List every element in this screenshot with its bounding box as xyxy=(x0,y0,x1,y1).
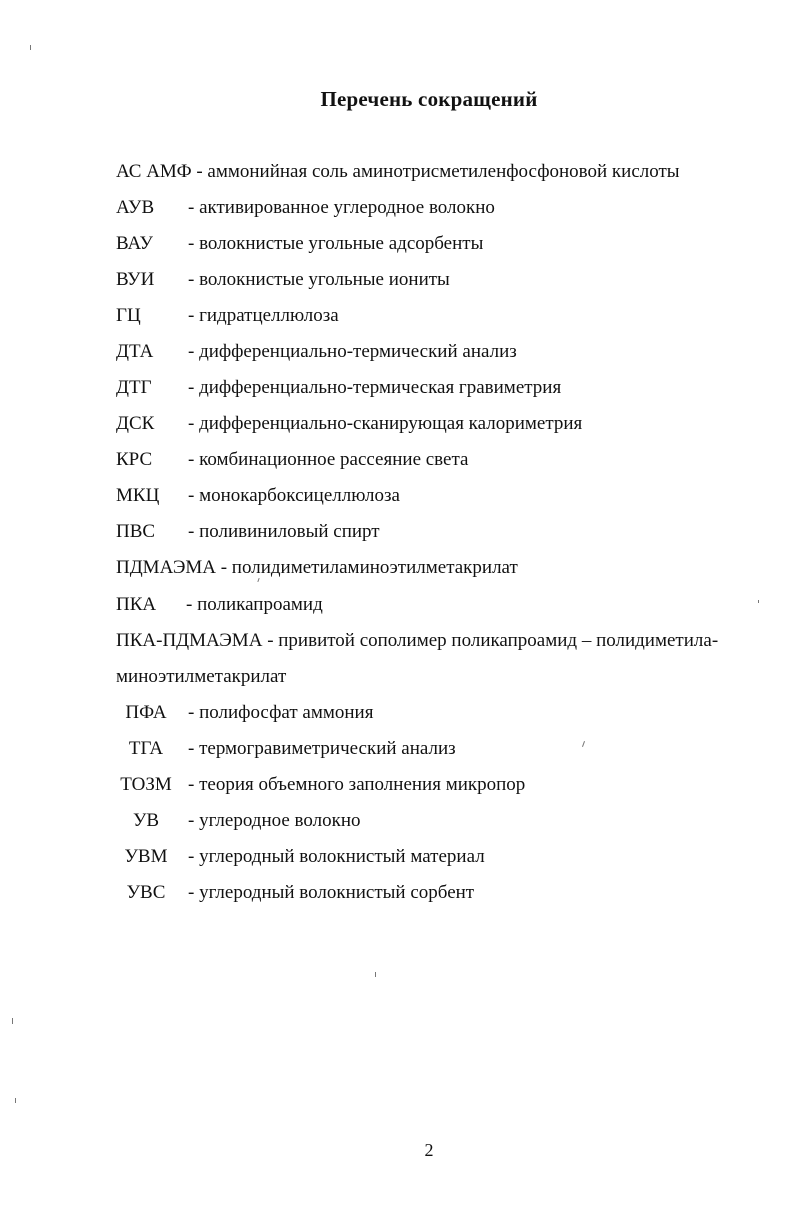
scan-speck xyxy=(758,600,759,603)
abbreviation-definition: - теория объемного заполнения микропор xyxy=(188,774,526,795)
page-title: Перечень сокращений xyxy=(320,87,538,111)
abbreviation-term: АУВ xyxy=(116,197,155,218)
abbreviation-definition: - аммонийная соль аминотрисметиленфосфоновой кислоты xyxy=(196,161,680,182)
abbreviation-definition: - комбинационное рассеяние света xyxy=(188,449,469,470)
scan-speck xyxy=(30,45,31,50)
abbreviation-definition: - волокнистые угольные адсорбенты xyxy=(188,233,484,254)
abbreviation-term: ПКА xyxy=(116,594,157,615)
page-number: 2 xyxy=(424,1140,434,1160)
abbreviation-term: ПВС xyxy=(116,521,156,542)
abbreviation-row xyxy=(116,160,680,184)
abbreviation-term: МКЦ xyxy=(116,485,160,506)
abbreviation-definition: - поликапроамид xyxy=(186,594,323,615)
abbreviation-definition: - углеродный волокнистый материал xyxy=(188,846,485,867)
abbreviation-definition: - гидратцеллюлоза xyxy=(188,305,339,326)
abbreviation-row xyxy=(116,629,718,653)
abbreviation-term: УВ xyxy=(132,810,160,831)
abbreviation-definition: - дифференциально-термическая гравиметрия xyxy=(188,377,562,398)
abbreviation-term: КРС xyxy=(116,449,153,470)
abbreviation-definition: - монокарбоксицеллюлоза xyxy=(188,485,400,506)
abbreviation-definition: - полидиметиламиноэтилметакрилат xyxy=(220,557,518,578)
abbreviation-term: УВМ xyxy=(124,846,168,867)
scan-speck xyxy=(582,741,585,747)
abbreviation-definition: - волокнистые угольные иониты xyxy=(188,269,450,290)
abbreviation-definition: - углеродное волокно xyxy=(188,810,361,831)
abbreviation-term: ПКА-ПДМАЭМА xyxy=(116,630,268,651)
abbreviation-definition: - активированное углеродное волокно xyxy=(188,197,495,218)
scan-speck xyxy=(15,1098,16,1103)
abbreviation-term: ВАУ xyxy=(116,233,153,254)
abbreviation-term: ТГА xyxy=(128,738,164,759)
abbreviation-term: ГЦ xyxy=(116,305,141,326)
abbreviation-definition: - дифференциально-сканирующая калориметрия xyxy=(188,413,583,434)
scan-speck xyxy=(375,972,376,977)
abbreviation-definition: - термогравиметрический анализ xyxy=(188,738,456,759)
abbreviation-row xyxy=(116,556,518,580)
abbreviation-term: ДСК xyxy=(116,413,155,434)
scan-speck xyxy=(12,1018,13,1024)
abbreviation-term: УВС xyxy=(126,882,166,903)
scan-speck xyxy=(257,578,259,582)
abbreviation-definition-continuation: миноэтилметакрилат xyxy=(116,666,287,687)
abbreviation-definition: - привитой сополимер поликапроамид – полидиметила- xyxy=(267,630,719,651)
abbreviation-term: ДТГ xyxy=(116,377,152,398)
abbreviation-term: ВУИ xyxy=(116,269,155,290)
abbreviation-term: ТОЗМ xyxy=(120,774,172,795)
abbreviation-definition: - углеродный волокнистый сорбент xyxy=(188,882,475,903)
abbreviation-definition: - поливиниловый спирт xyxy=(188,521,380,542)
abbreviation-term: ПФА xyxy=(125,702,167,723)
abbreviation-term: АС АМФ xyxy=(116,161,197,182)
abbreviation-definition: - дифференциально-термический анализ xyxy=(188,341,517,362)
abbreviation-definition: - полифосфат аммония xyxy=(188,702,374,723)
abbreviation-term: ДТА xyxy=(116,341,154,362)
abbreviation-term: ПДМАЭМА xyxy=(116,557,221,578)
